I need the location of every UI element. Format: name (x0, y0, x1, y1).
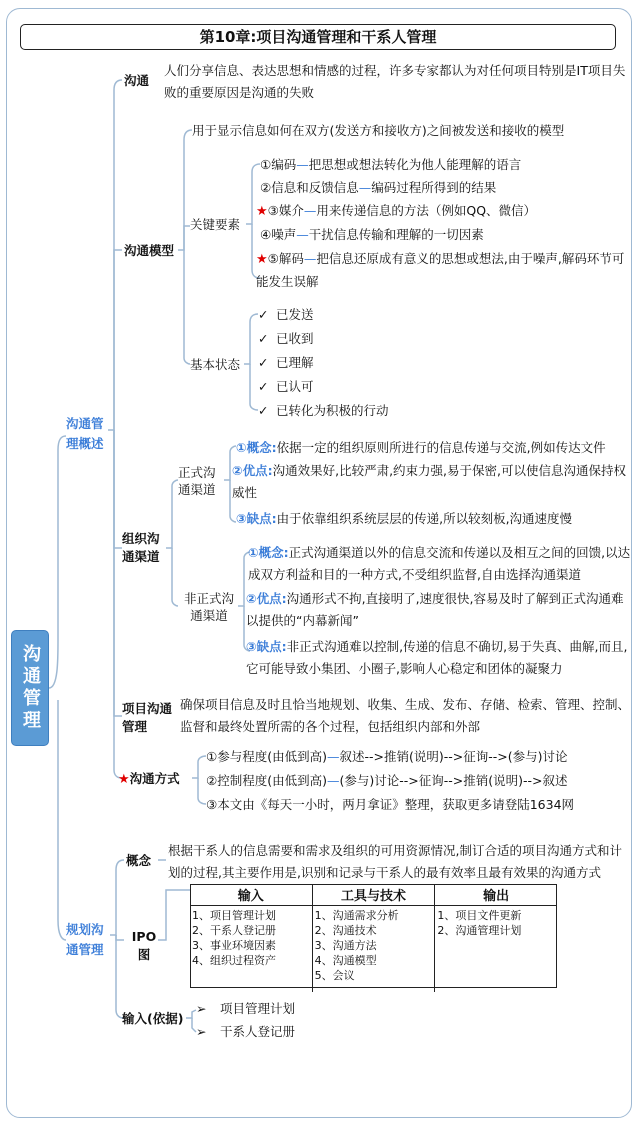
arrow-bullet-icon: ➢ (196, 1001, 207, 1016)
ipo-table (190, 884, 557, 992)
check-icon: ✓ (258, 403, 269, 418)
formal-item: ③缺点:由于依靠组织系统层层的传递,所以较刻板,沟通速度慢 (236, 511, 573, 526)
ipo-outputs: 1、项目文件更新 2、沟通管理计划 (435, 906, 557, 992)
method-note: ③本文由《每天一小时，两月拿证》整理，获取更多请登陆1634网 (206, 797, 575, 812)
concept-text: 根据干系人的信息需要和需求及组织的可用资源情况,制订合适的项目沟通方式和计划的过程,其主要作用是,识别和记录与干系人的最有效率且最有效果的沟通方式 (168, 843, 622, 880)
check-icon: ✓ (258, 355, 269, 370)
check-icon: ✓ (258, 331, 269, 346)
page-title: 第10章:项目沟通管理和干系人管理 (20, 24, 616, 50)
informal-item: ①概念:正式沟通渠道以外的信息交流和传递以及相互之间的回馈,以达成双方利益和目的一种方式,不受组织监督,自由选择沟通渠道 (248, 545, 631, 582)
node-org-channels: 组织沟通渠道 (122, 531, 160, 564)
formal-item: ①概念:依据一定的组织原则所进行的信息传递与交流,例如传达文件 (236, 440, 606, 455)
ipo-header: 工具与技术 (312, 884, 435, 906)
node-comm-model: 沟通模型 (124, 243, 175, 258)
state-item: ✓ 已转化为积极的行动 (258, 400, 389, 422)
check-icon: ✓ (258, 379, 269, 394)
state-item: ✓ 已收到 (258, 328, 314, 350)
element-2: ②信息和反馈信息—编码过程所得到的结果 (260, 180, 497, 195)
ipo-header: 输入 (190, 884, 312, 906)
element-4: ④噪声—干扰信息传输和理解的一切因素 (260, 227, 484, 242)
basis-item: ➢ 项目管理计划 (196, 998, 295, 1020)
check-icon: ✓ (258, 307, 269, 322)
basis-item: ➢ 干系人登记册 (196, 1021, 295, 1043)
ipo-tools: 1、沟通需求分析 2、沟通技术 3、沟通方法 4、沟通模型 5、会议 (312, 906, 435, 992)
state-item: ✓ 已理解 (258, 352, 314, 374)
node-basic-states: 基本状态 (190, 357, 241, 372)
formal-item: ②优点:沟通效果好,比较严肃,约束力强,易于保密,可以使信息沟通保持权威性 (232, 463, 626, 500)
ipo-header: 输出 (435, 884, 557, 906)
node-formal: 正式沟通渠道 (178, 465, 216, 497)
star-icon: ★ (256, 204, 268, 219)
element-1: ①编码—把思想或想法转化为他人能理解的语言 (260, 157, 522, 172)
node-pcm: 项目沟通管理 (122, 701, 173, 734)
method-item: ②控制程度(由低到高)—(参与)讨论-->征询-->推销(说明)-->叙述 (206, 773, 568, 788)
informal-item: ③缺点:非正式沟通难以控制,传递的信息不确切,易于失真、曲解,而且,它可能导致小集团、小圈子,影响人心稳定和团体的凝聚力 (246, 639, 628, 676)
node-concept: 概念 (126, 853, 152, 868)
state-item: ✓ 已发送 (258, 304, 314, 326)
node-key-elements: 关键要素 (190, 217, 241, 232)
communication-text: 人们分享信息、表达思想和情感的过程，许多专家都认为对任何项目特别是IT项目失败的重要原因是沟通的失败 (164, 63, 626, 100)
branch-overview: 沟通管理概述 (66, 416, 104, 451)
node-ipo: IPO图 (131, 929, 157, 962)
pcm-text: 确保项目信息及时且恰当地规划、收集、生成、发布、存储、检索、管理、控制、监督和最终处置所需的各个过程，包括组织内部和外部 (180, 697, 631, 734)
model-desc: 用于显示信息如何在双方(发送方和接收方)之间被发送和接收的模型 (192, 123, 565, 138)
informal-item: ②优点:沟通形式不拘,直接明了,速度很快,容易及时了解到正式沟通难以提供的“内幕新闻” (246, 591, 624, 628)
node-inputs-basis: 输入(依据) (122, 1011, 184, 1026)
node-methods: ★沟通方式 (118, 771, 180, 787)
element-3: ★③媒介—用来传递信息的方法（例如QQ、微信） (256, 203, 537, 219)
state-item: ✓ 已认可 (258, 376, 314, 398)
node-informal: 非正式沟通渠道 (183, 591, 234, 623)
star-icon: ★ (118, 772, 130, 787)
branch-plan: 规划沟通管理 (66, 922, 104, 957)
method-item: ①参与程度(由低到高)—叙述-->推销(说明)-->征询-->(参与)讨论 (206, 749, 568, 764)
element-5: ★⑤解码—把信息还原成有意义的思想或想法,由于噪声,解码环节可能发生误解 (256, 251, 625, 289)
arrow-bullet-icon: ➢ (196, 1024, 207, 1039)
ipo-inputs: 1、项目管理计划 2、干系人登记册 3、事业环境因素 4、组织过程资产 (192, 909, 276, 967)
node-communication: 沟通 (124, 73, 150, 88)
star-icon: ★ (256, 252, 268, 267)
root-node: 沟通管理 (11, 630, 49, 746)
